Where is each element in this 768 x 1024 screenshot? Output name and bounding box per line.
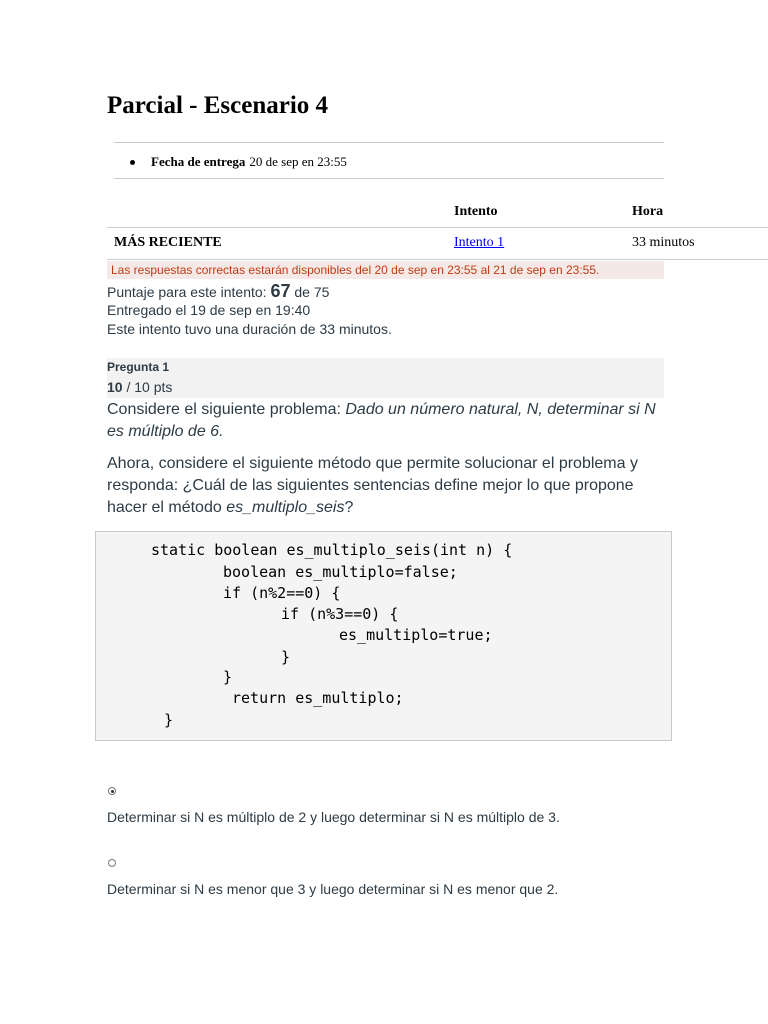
- attempt-duration: Este intento tuvo una duración de 33 minutos.: [107, 321, 392, 337]
- code-line: static boolean es_multiplo_seis(int n) {: [151, 541, 513, 559]
- code-line: if (n%2==0) {: [223, 584, 341, 602]
- page-title: Parcial - Escenario 4: [107, 92, 329, 119]
- question-name: Pregunta 1: [107, 360, 170, 374]
- table-divider: [107, 259, 768, 260]
- question-points: [107, 379, 172, 395]
- attempt-time: 33 minutos: [632, 235, 695, 250]
- points-earned: 10: [107, 379, 123, 395]
- code-line: es_multiplo=true;: [339, 626, 493, 644]
- attempt-link[interactable]: Intento 1: [454, 235, 505, 250]
- attempt-score: [107, 281, 329, 302]
- question-problem: [107, 399, 667, 443]
- question-header: [107, 358, 664, 398]
- problem-plain: Considere el siguiente problema:: [107, 401, 346, 418]
- score-value: 67: [270, 281, 291, 301]
- code-line: boolean es_multiplo=false;: [223, 563, 458, 581]
- score-suffix: de 75: [290, 284, 330, 300]
- points-total: / 10 pts: [122, 379, 173, 395]
- answer-option: Determinar si N es múltiplo de 2 y luego determinar si N es múltiplo de 3.: [107, 809, 560, 825]
- due-date-value: 20 de sep en 23:55: [249, 154, 347, 169]
- code-line: }: [164, 711, 174, 729]
- attempt-row-label: MÁS RECIENTE: [114, 235, 222, 250]
- answer-radio-selected[interactable]: [108, 787, 116, 795]
- answer-option: Determinar si N es menor que 3 y luego determinar si N es menor que 2.: [107, 881, 559, 897]
- prompt-end: ?: [344, 499, 354, 516]
- divider: [114, 142, 664, 143]
- answers-availability-notice: Las respuestas correctas estarán disponibles del 20 de sep en 23:55 al 21 de sep en 23:55.: [107, 261, 664, 279]
- code-block: [95, 531, 672, 741]
- method-name: es_multiplo_seis: [226, 499, 345, 516]
- divider: [114, 178, 664, 179]
- answer-radio[interactable]: [108, 859, 116, 867]
- prompt-plain: Ahora, considere el siguiente método que permite solucionar el problema y responda: ¿Cuál de las siguientes sentencias define mejor lo que propone hacer el método: [107, 455, 638, 516]
- table-divider: [107, 227, 768, 228]
- problem-italic: Dado un número natural, N, determinar si N es múltiplo de 6.: [107, 401, 656, 440]
- table-header-attempt: Intento: [454, 204, 498, 219]
- due-date-label: Fecha de entrega: [151, 154, 246, 169]
- question-prompt: [107, 453, 667, 519]
- code-line: }: [281, 648, 291, 666]
- bullet-icon: [130, 160, 135, 165]
- code-line: return es_multiplo;: [232, 689, 404, 707]
- table-header-time: Hora: [632, 204, 664, 219]
- radio-dot-icon: [111, 790, 114, 793]
- code-line: if (n%3==0) {: [281, 605, 399, 623]
- code-line: }: [223, 668, 233, 686]
- score-prefix: Puntaje para este intento:: [107, 284, 271, 300]
- due-date: [130, 154, 347, 170]
- submitted-date: Entregado el 19 de sep en 19:40: [107, 302, 311, 318]
